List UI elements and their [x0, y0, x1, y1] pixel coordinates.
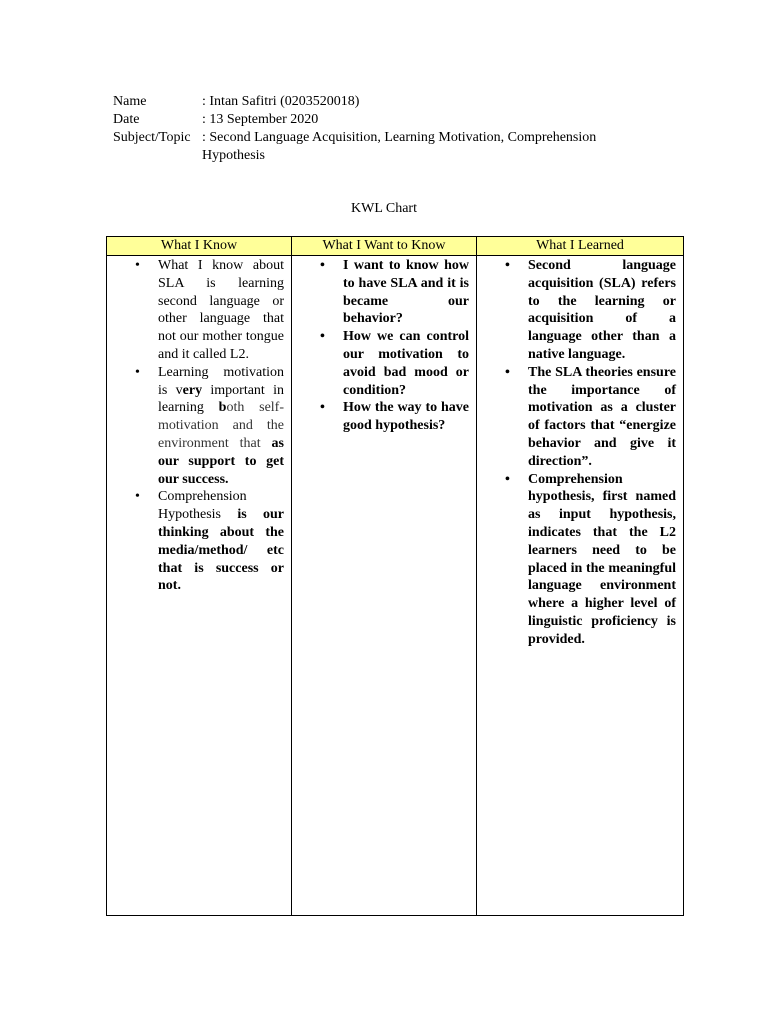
subject-row: [113, 129, 653, 165]
column-header-learned: What I Learned: [477, 237, 684, 256]
know-item-3-part-b: is our thinking about the media/method/ etc that is success or not.: [158, 507, 284, 594]
date-row: [113, 111, 653, 129]
want-item-3-text: • How the way to have good hypothesis?: [343, 400, 469, 434]
subject-label: Subject/Topic: [113, 130, 191, 145]
document-header: [113, 93, 653, 165]
know-item-1-text: • What I know about SLA is learning second language or other language that not our mother tongue and it called L2.: [158, 258, 284, 362]
list-item: [528, 364, 676, 471]
list-item: [158, 488, 284, 595]
list-item: [343, 257, 469, 328]
column-header-know: What I Know: [107, 237, 292, 256]
want-cell: [292, 256, 477, 916]
kwl-header-row: [107, 237, 684, 256]
want-item-1-text: • I want to know how to have SLA and it is became our behavior?: [343, 258, 469, 327]
learned-cell: [477, 256, 684, 916]
know-item-2-part-e: oth self-motivation and the environment that: [158, 400, 284, 451]
want-item-2-text: • How we can control our motivation to avoid bad mood or condition?: [343, 329, 469, 398]
name-label: Name: [113, 94, 147, 109]
name-row: [113, 93, 653, 111]
subject-value: [202, 129, 653, 165]
learned-item-2-text: • The SLA theories ensure the importance of motivation as a cluster of factors that “energize behavior and give it direction”.: [528, 364, 676, 469]
list-item: [528, 471, 676, 649]
list-item: [343, 399, 469, 435]
column-header-want: What I Want to Know: [292, 237, 477, 256]
know-item-2-part-a: Learning motivation is v: [158, 364, 284, 398]
page-title: KWL Chart: [351, 201, 417, 216]
learned-item-1-text: • Second language acquisition (SLA) refers to the learning or acquisition of a language other than a native language.: [528, 258, 676, 362]
know-item-2-part-d: b: [218, 400, 227, 416]
subject-value-line1: : Second Language Acquisition, Learning Motivation, Comprehension: [202, 130, 597, 145]
date-label: Date: [113, 112, 140, 127]
list-item: [158, 364, 284, 489]
list-item: [528, 257, 676, 364]
know-item-2-part-f: as our support to get our success.: [158, 435, 284, 487]
know-item-2-part-c: important in learning: [158, 382, 284, 416]
know-list: [107, 257, 291, 595]
kwl-body-row: [107, 256, 684, 916]
name-value: : Intan Safitri (0203520018): [202, 94, 360, 109]
know-item-3-text: [158, 488, 284, 595]
want-list: [292, 257, 476, 435]
learned-list: [477, 257, 683, 649]
know-item-3-part-a: Comprehension Hypothesis: [158, 489, 247, 523]
kwl-table: [106, 236, 684, 916]
know-item-2-text: [158, 364, 284, 489]
subject-value-line2: Hypothesis: [202, 148, 265, 163]
learned-item-3-text: • Comprehension hypothesis, first named as input hypothesis, indicates that the L2 learners need to be placed in the meaningful language environment where a higher level of linguistic proficiency is provided.: [528, 471, 676, 647]
date-value: : 13 September 2020: [202, 112, 319, 127]
know-item-2-part-b: ery: [182, 382, 203, 398]
know-cell: [107, 256, 292, 916]
list-item: [158, 257, 284, 364]
list-item: [343, 328, 469, 399]
